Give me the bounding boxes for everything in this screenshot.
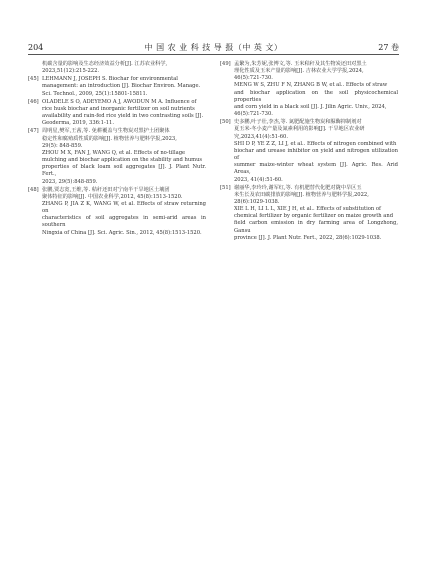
right-reference-column — [220, 61, 398, 243]
reference-50 — [220, 119, 398, 183]
reference-line: 谢丽华,李玲玲,谢军红,等. 有机肥替代化肥对陇中旱区玉 — [234, 184, 362, 191]
reference-number: [49] — [220, 61, 231, 67]
reference-line: 28(6):1029-1038. — [234, 198, 280, 205]
reference-line: 米生长及农田碳排放的影响[J]. 植物营养与肥料学报,2022, — [234, 191, 369, 198]
reference-number: [45] — [28, 76, 39, 83]
reference-line: and biochar application on the soil physicochemical properties — [234, 89, 398, 103]
reference-line: SHI D P, YE Z Z, LI J, et al.. Effects of nitrogen combined with — [234, 140, 397, 147]
reference-line: rice husk biochar and inorganic fertilizer on soil nutrients — [42, 105, 195, 112]
reference-line: Sci. Technol., 2009, 25(1):15801-15811. — [42, 90, 148, 97]
page-number: 204 — [28, 43, 44, 52]
reference-line: mulching and biochar application on the stability and humus — [42, 157, 203, 164]
reference-line: province [J]. J. Plant Nutr. Fert., 2022, 28(6):1029-1038. — [234, 234, 382, 241]
reference-line: field carbon emission in dry farming area of Longzhong, Gansu — [234, 220, 398, 234]
reference-line: 机碳含量的影响及生态经济效益分析[J]. 江苏农业科学, — [42, 61, 168, 67]
reference-line: summer maize-winter wheat system [J]. Agric. Res. Arid Areas, — [234, 162, 398, 176]
reference-47 — [28, 128, 206, 185]
header-rule — [28, 54, 399, 55]
reference-line: 2023,51(12):215-222. — [42, 68, 100, 75]
reference-line: XIE L H, LI L L, XIE J H, et al.. Effects of substitution of — [234, 206, 381, 213]
reference-line: 究,2023,41(4):51-60. — [234, 133, 288, 140]
reference-continuation — [28, 61, 206, 75]
reference-line: 46(5):721-730. — [234, 111, 273, 118]
reference-number: [50] — [220, 119, 231, 126]
reference-line: 史多鹏,叶子壮,李杰,等. 氮肥配施生物炭和脲酶抑制剂对 — [234, 119, 362, 126]
reference-line: 理化性质及玉米产量的影响[J]. 吉林农业大学学报,2024, — [234, 68, 364, 75]
reference-line: ZHOU M X, FAN J, WANG Q, et al. Effects of no-tillage — [42, 149, 186, 156]
left-reference-column — [28, 61, 206, 238]
reference-number: [47] — [28, 128, 39, 135]
reference-line: Geoderma, 2019, 336:1-11. — [42, 120, 114, 127]
reference-line: Ningxia of China [J]. Sci. Agric. Sin., 2012, 45(8):1513-1520. — [42, 229, 202, 236]
reference-line: 聚体特征的影响[J]. 中国农业科学,2012, 45(8):1513-1520. — [42, 193, 183, 200]
reference-line: OLADELE S O, ADEYEMO A J, AWODUN M A. Influence of — [42, 98, 197, 105]
reference-line: chemical fertilizer by organic fertilizer on maize growth and — [234, 213, 394, 220]
reference-line: and corn yield in a black soil [J]. J. Jilin Agric. Univ., 2024, — [234, 103, 387, 110]
reference-line: characteristics of soil aggregates in semi-arid areas in southern — [42, 215, 206, 229]
reference-line: management: an introduction [J]. Biochar Environ. Manage. — [42, 83, 201, 90]
reference-line: properties of black loam soil aggregates [J]. J. Plant Nutr. Fert., — [42, 164, 206, 178]
reference-line: 孟繁为,朱芳妮,张博文,等. 玉米秸秆及其生物炭还田对黑土 — [234, 61, 367, 67]
reference-45 — [28, 76, 206, 97]
reference-line: 29(5): 848-859. — [42, 142, 83, 149]
reference-49 — [220, 61, 398, 118]
reference-line: 46(5):721-730. — [234, 75, 273, 82]
reference-number: [51] — [220, 184, 231, 191]
reference-line: MENG W S, ZHU F N, ZHANG B W, et al.. Effects of straw — [234, 82, 388, 89]
reference-line: biochar and urease inhibitor on yield and nitrogen utilization of — [234, 147, 398, 162]
reference-line: LEHMANN J, JOSEPH S. Biochar for environmental — [42, 76, 178, 83]
reference-line: 夏玉米-冬小麦产量及氮素利用的影响[J]. 干旱地区农业研 — [234, 126, 365, 133]
reference-line: 周明星,樊军,王茜,等. 免耕覆盖与生物炭对黑护土团聚体 — [42, 128, 170, 135]
journal-title: 中 国 农 业 科 技 导 报（中 英 文） — [144, 43, 283, 52]
reference-number: [46] — [28, 98, 39, 105]
reference-line: 2023, 41(4):51-60. — [234, 176, 283, 183]
reference-48 — [28, 187, 206, 237]
reference-line: 张鹏,贾志宽,王维,等. 秸秆还田对宁南半干旱地区土壤团 — [42, 186, 170, 193]
reference-line: 2023, 29(5):848-859. — [42, 178, 98, 185]
reference-line: availability and rain-fed rice yield in two contrasting soils [J]. — [42, 113, 204, 120]
volume-label: 27 卷 — [378, 43, 399, 52]
reference-line: 稳定性和腐殖质性质的影响[J]. 植物营养与肥料学报,2023, — [42, 135, 177, 142]
reference-number: [48] — [28, 186, 39, 193]
reference-51 — [220, 185, 398, 242]
reference-line: ZHANG P, JIA Z K, WANG W, et al. Effects of straw returning on — [42, 200, 206, 215]
reference-46 — [28, 99, 206, 128]
